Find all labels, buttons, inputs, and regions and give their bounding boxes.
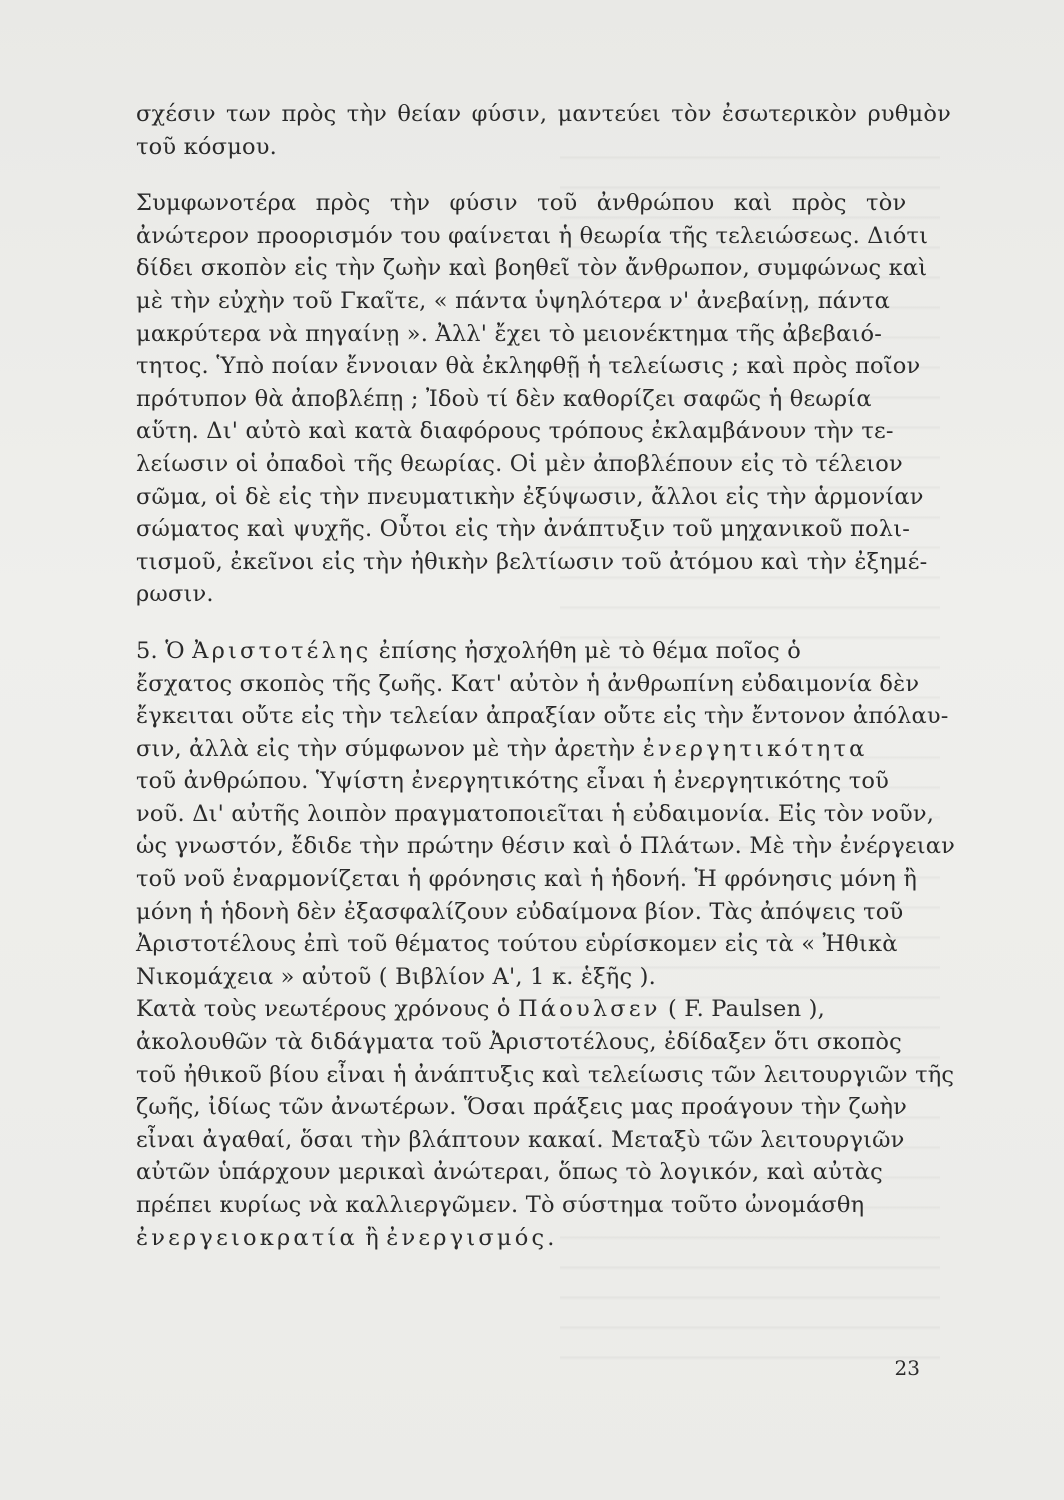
article-text: Ὁ (165, 637, 185, 664)
emphasis-term: ἐνεργειοκρατία (136, 1224, 358, 1251)
line-text: Κατὰ τοὺς νεωτέρους χρόνους ὁ (136, 996, 511, 1023)
text-line: τισμοῦ, ἐκεῖνοι εἰς τὴν ἠθικὴν βελτίωσιν τοῦ ἀτόμου καὶ τὴν ἐξημέ- (136, 548, 928, 575)
text-line: ἔγκειται οὔτε εἰς τὴν τελείαν ἀπραξίαν οὔτε εἰς τὴν ἔντονον ἀπόλαυ- (136, 703, 949, 730)
line-text: ἐπίσης ἠσχολήθη μὲ τὸ θέμα ποῖος ὁ (378, 637, 801, 664)
paragraph-4 (136, 993, 955, 1254)
text-line (136, 993, 916, 1026)
text-line: εἶναι ἀγαθαί, ὅσαι τὴν βλάπτουν κακαί. Μεταξὺ τῶν λειτουργιῶν (136, 1126, 905, 1153)
text-line: μόνη ἡ ἡδονὴ δὲν ἐξασφαλίζουν εὐδαίμονα βίον. Τὰς ἀπόψεις τοῦ (136, 898, 904, 925)
emphasis-term: ἐνεργισμός. (386, 1224, 558, 1251)
name-aristotle: Ἀριστοτέλης (192, 637, 372, 664)
text-line: μὲ τὴν εὐχὴν τοῦ Γκαῖτε, « πάντα ὑψηλότερα ν' ἀνεβαίνῃ, πάντα (136, 287, 890, 314)
text-line: τοῦ νοῦ ἐναρμονίζεται ἡ φρόνησις καὶ ἡ ἡδονή. Ἡ φρόνησις μόνη ἢ (136, 866, 917, 893)
text-line: τοῦ κόσμου. (136, 133, 277, 160)
text-line (136, 635, 916, 668)
text-line: Νικομάχεια » αὐτοῦ ( Βιβλίον Α', 1 κ. ἑξῆς ). (136, 963, 656, 990)
text-line: τοῦ ἠθικοῦ βίου εἶναι ἡ ἀνάπτυξις καὶ τελείωσις τῶν λειτουργιῶν τῆς (136, 1061, 955, 1088)
paragraph-2 (136, 187, 929, 611)
text-line: ἔσχατος σκοπὸς τῆς ζωῆς. Κατ' αὐτὸν ἡ ἀνθρωπίνη εὐδαιμονία δὲν (136, 670, 920, 697)
text-line: μακρύτερα νὰ πηγαίνῃ ». Ἀλλ' ἔχει τὸ μειονέκτημα τῆς ἀβεβαιό- (136, 320, 883, 347)
text-line: σῶμα, οἱ δὲ εἰς τὴν πνευματικὴν ἐξύψωσιν, ἄλλοι εἰς τὴν ἁρμονίαν (136, 483, 924, 510)
section-number: 5. (136, 637, 158, 664)
text-line: ἀνώτερον προορισμόν του φαίνεται ἡ θεωρία τῆς τελειώσεως. Διότι (136, 222, 929, 249)
text-line (136, 733, 916, 766)
line-text: σιν, ἀλλὰ εἰς τὴν σύμφωνον μὲ τὴν ἀρετὴν (136, 735, 636, 762)
text-line: σώματος καὶ ψυχῆς. Οὗτοι εἰς τὴν ἀνάπτυξιν τοῦ μηχανικοῦ πολι- (136, 516, 911, 543)
text-line: τητος. Ὑπὸ ποίαν ἔννοιαν θὰ ἐκληφθῇ ἡ τελείωσις ; καὶ πρὸς ποῖον (136, 353, 921, 380)
text-line: πρέπει κυρίως νὰ καλλιεργῶμεν. Τὸ σύστημα τοῦτο ὠνομάσθη (136, 1192, 865, 1218)
text-line: αὐτῶν ὑπάρχουν μερικαὶ ἀνώτεραι, ὅπως τὸ λογικόν, καὶ αὐτὰς (136, 1159, 883, 1186)
text-line: Ἀριστοτέλους ἐπὶ τοῦ θέματος τούτου εὑρίσκομεν εἰς τὰ « Ἠθικὰ (136, 931, 898, 958)
text-line: σχέσιν των πρὸς τὴν θείαν φύσιν, μαντεύει τὸν ἐσωτερικὸν ρυθμὸν (136, 101, 952, 127)
text-line: λείωσιν οἱ ὀπαδοὶ τῆς θεωρίας. Οἱ μὲν ἀποβλέπουν εἰς τὸ τέλειον (136, 450, 903, 477)
connector-text: ἢ (365, 1224, 379, 1251)
text-line: ὡς γνωστόν, ἔδιδε τὴν πρώτην θέσιν καὶ ὁ Πλάτων. Μὲ τὴν ἐνέργειαν (136, 833, 956, 860)
page-number: 23 (894, 1356, 920, 1380)
text-line: αὕτη. Δι' αὐτὸ καὶ κατὰ διαφόρους τρόπους ἐκλαμβάνουν τὴν τε- (136, 418, 894, 445)
text-line (136, 1222, 916, 1255)
text-line: νοῦ. Δι' αὐτῆς λοιπὸν πραγματοποιεῖται ἡ εὐδαιμονία. Εἰς τὸν νοῦν, (136, 800, 935, 827)
paragraph-3 (136, 635, 956, 994)
text-line: δίδει σκοπὸν εἰς τὴν ζωὴν καὶ βοηθεῖ τὸν ἄνθρωπον, συμφώνως καὶ (136, 255, 928, 282)
body-text (136, 98, 956, 1254)
text-line: ρωσιν. (136, 581, 214, 608)
text-line: τοῦ ἀνθρώπου. Ὑψίστη ἐνεργητικότης εἶναι ἡ ἐνεργητικότης τοῦ (136, 768, 890, 795)
emphasis-term: ἐνεργητικότητα (642, 735, 868, 762)
text-line: ἀκολουθῶν τὰ διδάγματα τοῦ Ἀριστοτέλους, ἐδίδαξεν ὅτι σκοπὸς (136, 1029, 902, 1056)
text-line: Συμφωνοτέρα πρὸς τὴν φύσιν τοῦ ἀνθρώπου καὶ πρὸς τὸν (136, 190, 907, 217)
line-text: ( F. Paulsen ), (667, 996, 825, 1023)
name-paulsen: Πάουλσεν (517, 996, 661, 1023)
paragraph-1 (136, 98, 952, 163)
text-line: ζωῆς, ἰδίως τῶν ἀνωτέρων. Ὅσαι πράξεις μας προάγουν τὴν ζωὴν (136, 1094, 908, 1121)
text-line: πρότυπον θὰ ἀποβλέπῃ ; Ἰδοὺ τί δὲν καθορίζει σαφῶς ἡ θεωρία (136, 385, 872, 412)
